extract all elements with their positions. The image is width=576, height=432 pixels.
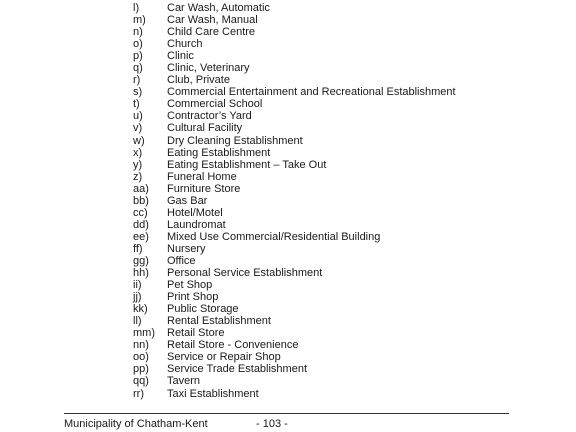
list-item-name: Car Wash, Manual	[167, 14, 258, 27]
list-item-letter: rr)	[133, 387, 144, 400]
list-item-name: Print Shop	[167, 291, 219, 304]
list-item	[0, 135, 576, 147]
list-item	[0, 388, 576, 400]
list-item	[0, 219, 576, 231]
list-item-letter: ll)	[133, 315, 142, 328]
list-item-letter: ii)	[133, 279, 142, 292]
list-item-name: Rental Establishment	[167, 315, 271, 328]
list-item	[0, 50, 576, 62]
list-item-letter: bb)	[133, 194, 149, 207]
list-item-name: Pet Shop	[167, 279, 213, 292]
list-item	[0, 279, 576, 291]
list-item-name: Public Storage	[167, 303, 239, 316]
list-item-name: Commercial School	[167, 98, 263, 111]
list-item	[0, 110, 576, 122]
list-item-letter: q)	[133, 62, 143, 75]
list-item	[0, 207, 576, 219]
list-item-letter: n)	[133, 26, 143, 39]
list-item-name: Furniture Store	[167, 182, 241, 195]
list-item-letter: p)	[133, 50, 143, 63]
list-item-letter: t)	[133, 98, 140, 111]
list-item-letter: kk)	[133, 303, 148, 316]
list-item	[0, 14, 576, 26]
list-item-name: Office	[167, 254, 196, 267]
list-item	[0, 122, 576, 134]
list-item	[0, 351, 576, 363]
list-item	[0, 26, 576, 38]
footer-municipality: Municipality of Chatham-Kent	[64, 418, 208, 430]
list-item	[0, 291, 576, 303]
list-item-name: Service or Repair Shop	[167, 351, 281, 364]
list-item	[0, 243, 576, 255]
list-item-letter: x)	[133, 146, 143, 159]
list-item-letter: ee)	[133, 230, 149, 243]
list-item	[0, 2, 576, 14]
list-item-letter: ff)	[133, 242, 143, 255]
list-item-name: Hotel/Motel	[167, 206, 223, 219]
list-item-letter: hh)	[133, 267, 149, 280]
list-item-letter: pp)	[133, 363, 149, 376]
list-item-letter: r)	[133, 74, 141, 87]
list-item-letter: nn)	[133, 339, 149, 352]
list-item	[0, 195, 576, 207]
list-item-letter: aa)	[133, 182, 149, 195]
list-item-letter: o)	[133, 38, 143, 51]
list-item-letter: oo)	[133, 351, 149, 364]
permitted-uses-list	[0, 2, 576, 400]
list-item-name: Church	[167, 38, 203, 51]
list-item-name: Clinic, Veterinary	[167, 62, 250, 75]
list-item-letter: z)	[133, 170, 143, 183]
list-item	[0, 62, 576, 74]
list-item	[0, 375, 576, 387]
list-item-letter: cc)	[133, 206, 148, 219]
list-item	[0, 327, 576, 339]
list-item-name: Mixed Use Commercial/Residential Building	[167, 230, 381, 243]
list-item-letter: dd)	[133, 218, 149, 231]
list-item-name: Commercial Entertainment and Recreational Establishment	[167, 86, 456, 99]
list-item-letter: jj)	[133, 291, 142, 304]
list-item	[0, 183, 576, 195]
list-item-name: Laundromat	[167, 218, 226, 231]
list-item-name: Tavern	[167, 375, 201, 388]
list-item	[0, 159, 576, 171]
list-item-letter: s)	[133, 86, 143, 99]
list-item-name: Clinic	[167, 50, 194, 63]
list-item-name: Gas Bar	[167, 194, 208, 207]
list-item	[0, 98, 576, 110]
list-item-letter: v)	[133, 122, 143, 135]
list-item	[0, 339, 576, 351]
list-item	[0, 303, 576, 315]
list-item-name: Club, Private	[167, 74, 230, 87]
list-item-name: Contractor’s Yard	[167, 110, 252, 123]
list-item	[0, 267, 576, 279]
list-item-name: Child Care Centre	[167, 26, 256, 39]
list-item-name: Eating Establishment – Take Out	[167, 158, 327, 171]
list-item	[0, 231, 576, 243]
list-item	[0, 86, 576, 98]
list-item	[0, 74, 576, 86]
list-item-name: Nursery	[167, 242, 206, 255]
list-item-letter: mm)	[133, 327, 155, 340]
list-item-name: Service Trade Establishment	[167, 363, 308, 376]
list-item-letter: m)	[133, 14, 146, 27]
list-item-name: Cultural Facility	[167, 122, 243, 135]
list-item-letter: l)	[133, 2, 140, 14]
list-item	[0, 255, 576, 267]
list-item-letter: y)	[133, 158, 143, 171]
list-item	[0, 171, 576, 183]
list-item-letter: qq)	[133, 375, 149, 388]
list-item-name: Car Wash, Automatic	[167, 2, 270, 14]
list-item-name: Taxi Establishment	[167, 387, 259, 400]
footer-page-number: - 103 -	[256, 418, 288, 430]
list-item-name: Dry Cleaning Establishment	[167, 134, 303, 147]
list-item-letter: u)	[133, 110, 143, 123]
list-item	[0, 38, 576, 50]
list-item-letter: gg)	[133, 254, 149, 267]
list-item-name: Eating Establishment	[167, 146, 271, 159]
list-item-letter: w)	[133, 134, 145, 147]
list-item-name: Funeral Home	[167, 170, 237, 183]
list-item	[0, 363, 576, 375]
list-item-name: Personal Service Establishment	[167, 267, 323, 280]
list-item-name: Retail Store - Convenience	[167, 339, 299, 352]
list-item-name: Retail Store	[167, 327, 225, 340]
list-item	[0, 315, 576, 327]
list-item	[0, 147, 576, 159]
footer-divider	[64, 413, 509, 414]
